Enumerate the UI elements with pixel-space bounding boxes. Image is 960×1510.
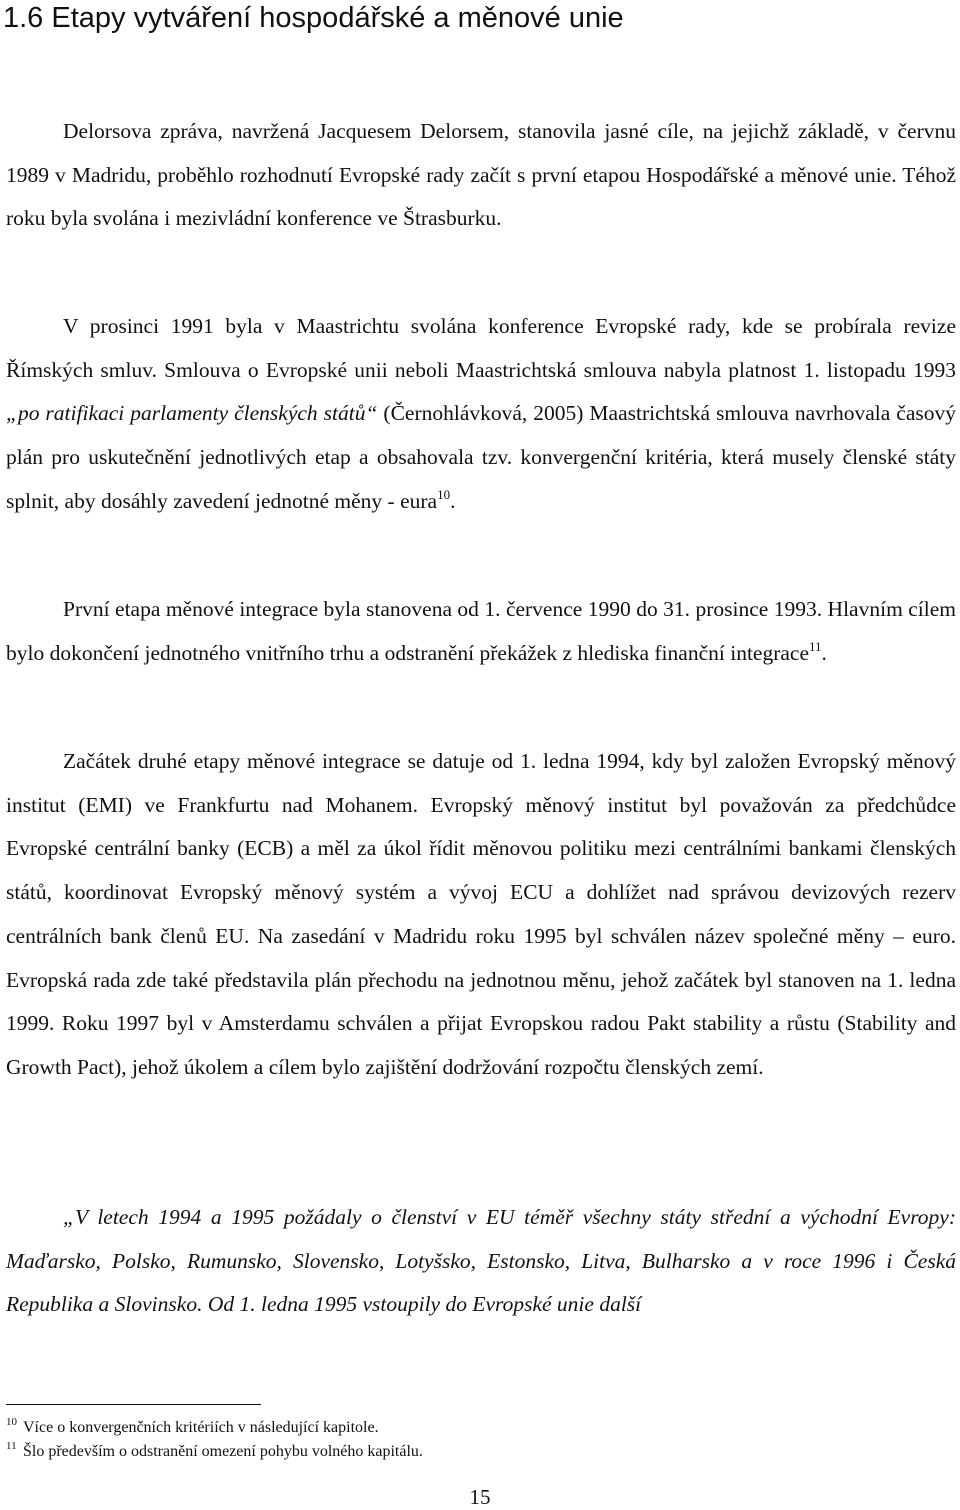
paragraph-text: Delorsova zpráva, navržená Jacquesem Delorsem, stanovila jasné cíle, na jejichž základě, v červnu 1989 v Madridu, proběhlo rozhodnutí Evropské rady začít s první etapou Hospodářské a měnové unie. Téhož roku byla svolána i mezivládní konference ve Štrasburku. (6, 119, 956, 231)
paragraph-maastricht-treaty (6, 305, 956, 524)
paragraph-text: „V letech 1994 a 1995 požádaly o členství v EU téměř všechny státy střední a východní Evropy: Maďarsko, Polsko, Rumunsko, Slovensko, Lotyšsko, Estonsko, Litva, Bulharsko a v roce 1996 i Česká Republika a Slovinsko. Od 1. ledna 1995 vstoupily do Evropské unie další (6, 1205, 956, 1317)
section-heading: 1.6 Etapy vytváření hospodářské a měnové unie (3, 2, 624, 34)
paragraph-accession-quote (6, 1196, 956, 1327)
footnote-separator (6, 1404, 261, 1405)
citation-quote: „po ratifikaci parlamenty členských států“ (6, 401, 378, 426)
footnote-reference[interactable]: 11 (809, 638, 822, 654)
paragraph-text: Začátek druhé etapy měnové integrace se datuje od 1. ledna 1994, kdy byl založen Evropský měnový institut (EMI) ve Frankfurtu nad Mohanem. Evropský měnový institut byl považován za předchůdce Evropské centrální banky (ECB) a měl za úkol řídit měnovou politiku mezi centrálními bankami členských států, koordinovat Evropský měnový systém a vývoj ECU a dohlížet nad správou devizových rezerv centrálních bank členů EU. Na zasedání v Madridu roku 1995 byl schválen název společné měny – euro. Evropská rada zde také představila plán přechodu na jednotnou měnu, jehož začátek byl stanoven na 1. ledna 1999. Roku 1997 byl v Amsterdamu schválen a přijat Evropskou radou Pakt stability a růstu (Stability and Growth Pact), jehož úkolem a cílem bylo zajištění dodržování rozpočtu členských zemí. (6, 749, 956, 1079)
paragraph-delors-report (6, 110, 956, 241)
paragraph-end: . (821, 640, 827, 665)
footnote-10: $^{10}$ Více o konvergenčních kritériích v následující kapitole. (6, 1416, 379, 1436)
paragraph-end: . (450, 488, 456, 513)
footnote-reference[interactable]: 10 (437, 486, 451, 502)
footnote-text: Více o konvergenčních kritériích v následující kapitole. (23, 1419, 379, 1436)
footnote-11: $^{11}$ Šlo především o odstranění omezení pohybu volného kapitálu. (6, 1440, 423, 1460)
paragraph-text: (Černohlávková, 2005) Maastrichtská smlouva navrhovala časový plán pro uskutečnění jednotlivých etap a obsahovala tzv. konvergenční kritéria, která musely členské státy splnit, aby dosáhly zavedení jednotné měny - eura (6, 401, 957, 513)
paragraph-second-stage (6, 740, 956, 1090)
paragraph-text: První etapa měnové integrace byla stanovena od 1. července 1990 do 31. prosince 1993. Hlavním cílem bylo dokončení jednotného vnitřního trhu a odstranění překážek z hlediska finanční integrace (6, 597, 956, 665)
paragraph-text: V prosinci 1991 byla v Maastrichtu svolána konference Evropské rady, kde se probírala revize Římských smluv. Smlouva o Evropské unii neboli Maastrichtská smlouva nabyla platnost 1. listopadu 1993 (6, 314, 956, 382)
footnote-text: Šlo především o odstranění omezení pohybu volného kapitálu. (23, 1443, 423, 1460)
paragraph-first-stage (6, 588, 956, 675)
page-number: 15 (469, 1485, 491, 1509)
